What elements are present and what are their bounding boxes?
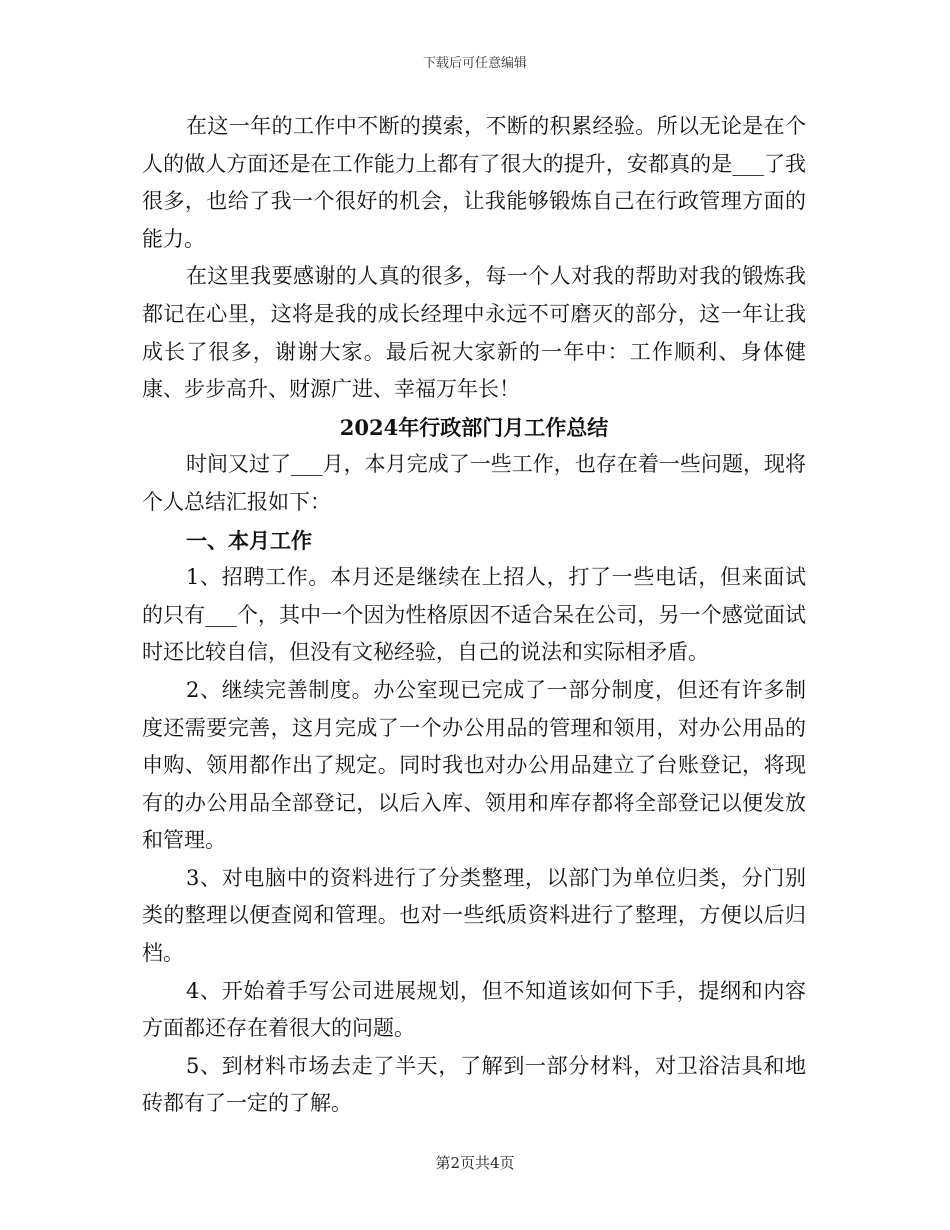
document-title: 2024年行政部门月工作总结 bbox=[339, 414, 609, 440]
work-item-5: 5、到材料市场去走了半天，了解到一部分材料，对卫浴洁具和地砖都有了一定的了解。 bbox=[142, 1053, 806, 1116]
section-heading-1: 一、本月工作 bbox=[186, 527, 312, 553]
work-item-1: 1、招聘工作。本月还是继续在上招人，打了一些电话，但来面试的只有___个，其中一个因为性格原因不适合呆在公司，另一个感觉面试时还比较自信，但没有文秘经验，自己的说法和实际相矛盾。 bbox=[142, 565, 806, 665]
page-header-note: 下载后可任意编辑 bbox=[422, 56, 527, 71]
work-item-3: 3、对电脑中的资料进行了分类整理，以部门为单位归类，分门别类的整理以便查阅和管理。也对一些纸质资料进行了整理，方便以后归档。 bbox=[142, 865, 806, 966]
page-number-footer: 第2页共4页 bbox=[435, 1154, 515, 1172]
work-item-4: 4、开始着手写公司进展规划，但不知道该如何下手，提纲和内容方面都还存在着很大的问题。 bbox=[142, 978, 806, 1041]
intro-paragraph-1: 在这一年的工作中不断的摸索，不断的积累经验。所以无论是在个人的做人方面还是在工作能力上都有了很大的提升，安都真的是___了我很多，也给了我一个很好的机会，让我能够锻炼自己在行政管理方面的能力。 bbox=[142, 114, 806, 251]
opening-paragraph: 时间又过了___月，本月完成了一些工作，也存在着一些问题，现将个人总结汇报如下： bbox=[142, 452, 806, 514]
intro-paragraph-2: 在这里我要感谢的人真的很多，每一个人对我的帮助对我的锻炼我都记在心里，这将是我的成长经理中永远不可磨灭的部分，这一年让我成长了很多，谢谢大家。最后祝大家新的一年中：工作顺利、身体健康、步步高升、财源广进、幸福万年长！ bbox=[142, 264, 806, 402]
document-body bbox=[142, 108, 806, 1123]
work-item-2: 2、继续完善制度。办公室现已完成了一部分制度，但还有许多制度还需要完善，这月完成了一个办公用品的管理和领用，对办公用品的申购、领用都作出了规定。同时我也对办公用品建立了台账登记，将现有的办公用品全部登记，以后入库、领用和库存都将全部登记以便发放和管理。 bbox=[142, 677, 806, 853]
